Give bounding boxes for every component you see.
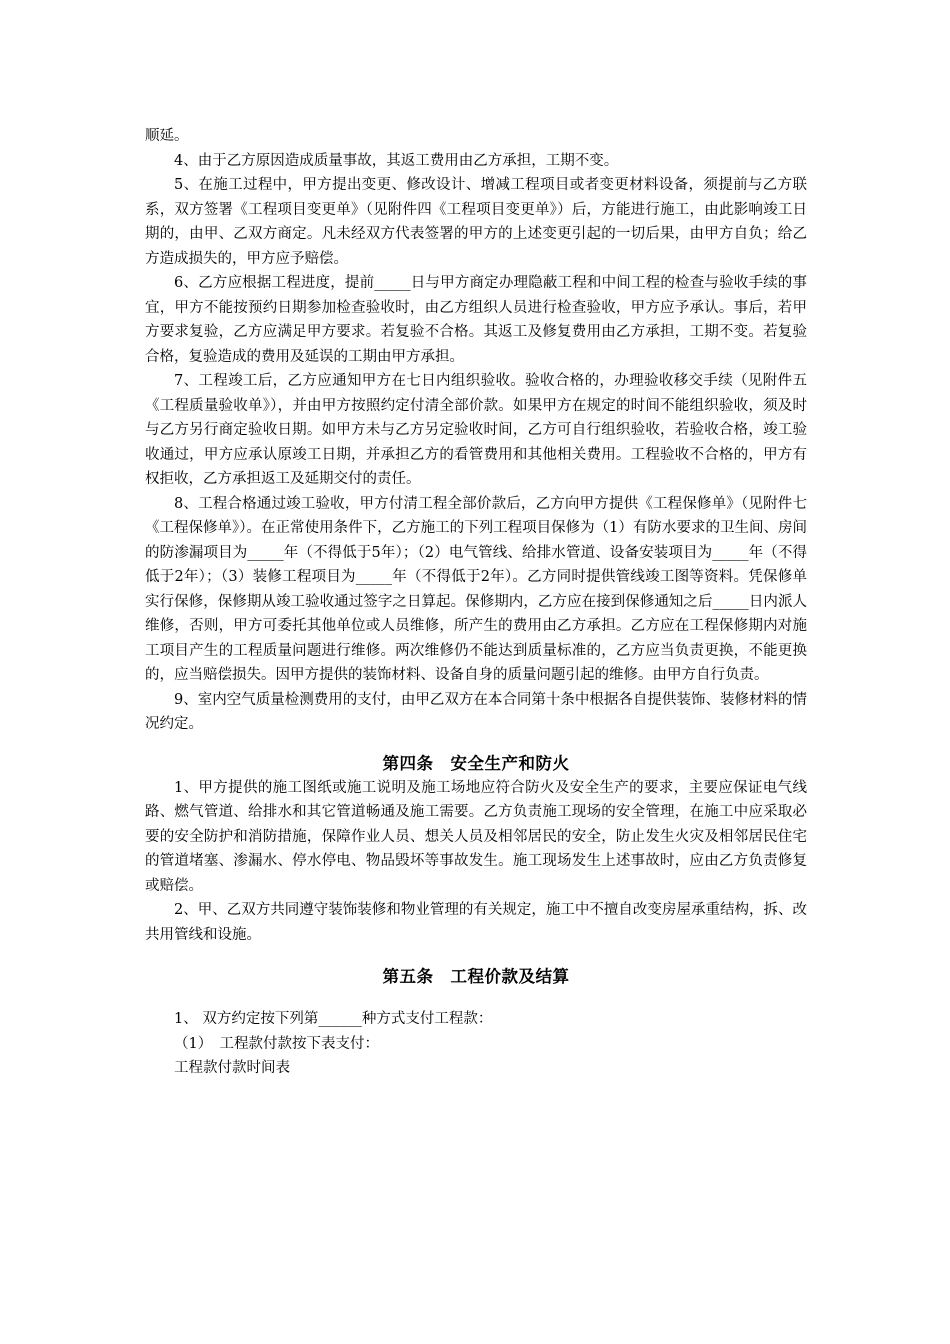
payment-table-caption: 工程款付款时间表	[174, 1060, 290, 1076]
article4-item-1: 1、甲方提供的施工图纸或施工说明及施工场地应符合防火及安全生产的要求，主要应保证电气线路、燃气管道、给排水和其它管道畅通及施工需要。乙方负责施工现场的安全管理，在施工中应采取必要的安全防护和消防措施，保障作业人员、想关人员及相邻居民的安全，防止发生火灾及相邻居民住宅的管道堵塞、渗漏水、停水停电、物品毁坏等事故发生。施工现场发生上述事故时，应由乙方负责修复或赔偿。	[145, 779, 807, 894]
article3-item-6: 6、乙方应根据工程进度，提前_____日与甲方商定办理隐蔽工程和中间工程的检查与验收手续的事宜，甲方不能按预约日期参加检查验收时，由乙方组织人员进行检查验收，甲方应予承认。事后，若甲方要求复验，乙方应满足甲方要求。若复验不合格。其返工及修复费用由乙方承担，工期不变。若复验合格，复验造成的费用及延误的工期由甲方承担。	[145, 275, 807, 365]
article5-sub-1: （1） 工程款付款按下表支付：	[174, 1035, 379, 1052]
article4-item-2: 2、甲、乙双方共同遵守装饰装修和物业管理的有关规定，施工中不擅自改变房屋承重结构，拆、改共用管线和设施。	[145, 902, 807, 943]
article3-item-9: 9、室内空气质量检测费用的支付，由甲乙双方在本合同第十条中根据各自提供装饰、装修材料的情况约定。	[145, 691, 807, 732]
article3-continuation: 顺延。	[145, 128, 189, 144]
article3-item-8: 8、工程合格通过竣工验收，甲方付清工程全部价款后，乙方向甲方提供《工程保修单》（见附件七《工程保修单》）。在正常使用条件下，乙方施工的下列工程项目保修为（1）有防水要求的卫生间、房间的防渗漏项目为_____年（不得低于5年）；（2）电气管线、给排水管道、设备安装项目为_____年（不得低于2年）；（3）装修工程项目为_____年（不得低于2年）。乙方同时提供管线竣工图等资料。凭保修单实行保修，保修期从竣工验收通过签字之日算起。保修期内，乙方应在接到保修通知之后_____日内派人维修，否则，甲方可委托其他单位或人员维修，所产生的费用由乙方承担。乙方应在工程保修期内对施工项目产生的工程质量问题进行维修。两次维修仍不能达到质量标准的，乙方应当负责更换，不能更换的，应当赔偿损失。因甲方提供的装饰材料、设备自身的质量问题引起的维修。由甲方自行负责。	[145, 495, 807, 683]
article5-item-1: 1、 双方约定按下列第______种方式支付工程款：	[174, 1011, 493, 1027]
article3-item-4: 4、由于乙方原因造成质量事故，其返工费用由乙方承担，工期不变。	[174, 152, 619, 169]
article5-heading: 第五条 工程价款及结算	[382, 967, 570, 986]
article3-item-5: 5、在施工过程中，甲方提出变更、修改设计、增减工程项目或者变更材料设备，须提前与乙方联系，双方签署《工程项目变更单》（见附件四《工程项目变更单》）后，方能进行施工，由此影响竣工日期的，由甲、乙双方商定。凡未经双方代表签署的甲方的上述变更引起的一切后果，由甲方自负；给乙方造成损失的，甲方应予赔偿。	[145, 177, 807, 267]
contract-page	[145, 124, 807, 1081]
article3-item-7: 7、工程竣工后，乙方应通知甲方在七日内组织验收。验收合格的，办理验收移交手续（见附件五《工程质量验收单》），并由甲方按照约定付清全部价款。如果甲方在规定的时间不能组织验收，须及时与乙方另行商定验收日期。如甲方未与乙方另定验收时间，乙方可自行组织验收，若验收合格，竣工验收通过，甲方应承认原竣工日期，并承担乙方的看管费用和其他相关费用。工程验收不合格的，甲方有权拒收，乙方承担返工及延期交付的责任。	[145, 373, 807, 487]
article4-heading: 第四条 安全生产和防火	[382, 753, 570, 773]
